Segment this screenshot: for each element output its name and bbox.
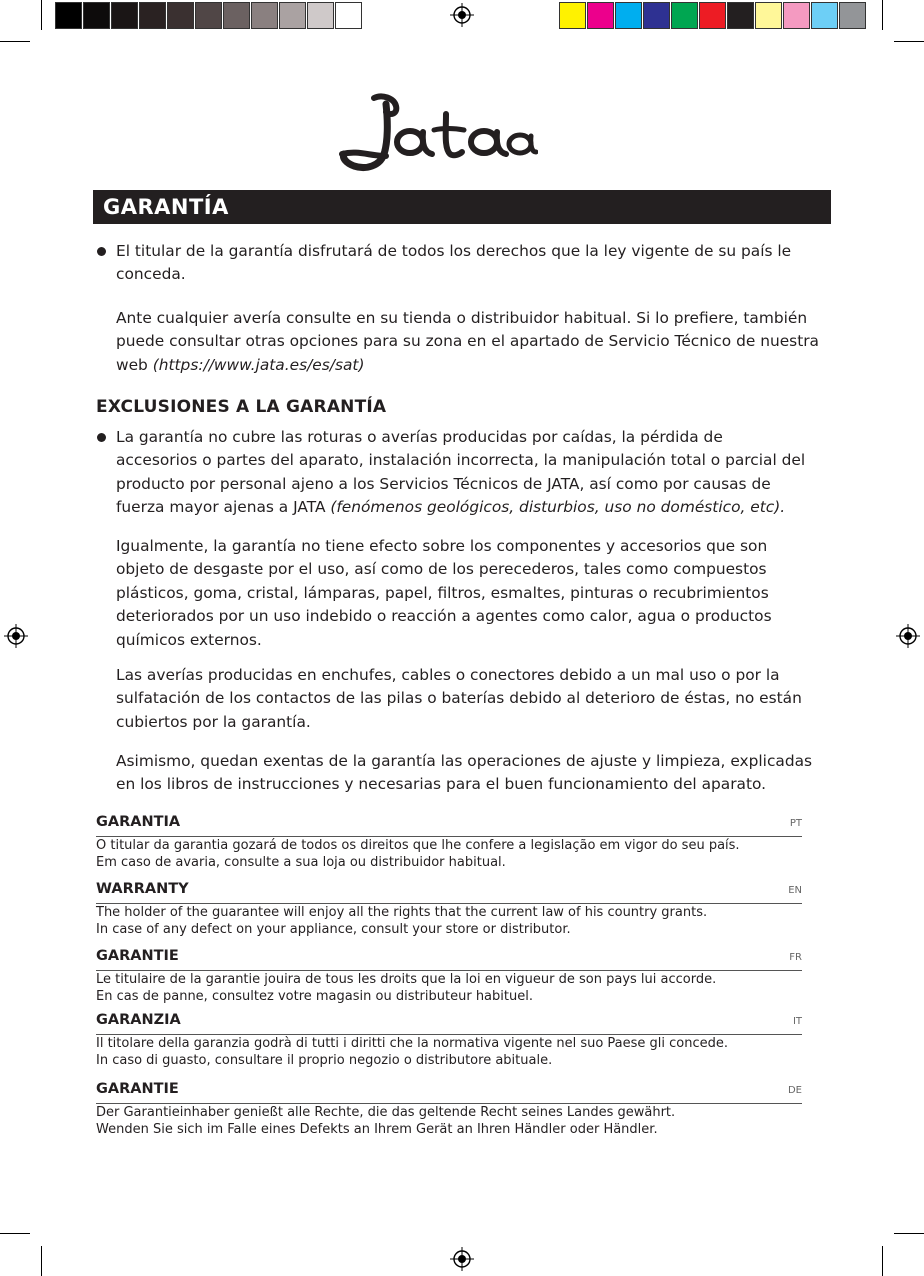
- text-line: en los libros de instrucciones y necesarias para el buen funcionamiento del aparato.: [116, 775, 767, 794]
- color-swatch: [559, 2, 586, 29]
- text-line-prefix: fuerza mayor ajenas a JATA: [116, 498, 331, 517]
- color-swatch: [251, 2, 278, 29]
- color-swatch: [55, 2, 82, 29]
- section-header-pt: [96, 814, 802, 837]
- section-title-en: WARRANTY: [96, 881, 189, 897]
- text-line: The holder of the guarantee will enjoy all the rights that the current law of his country grants.: [96, 905, 708, 920]
- text-line: deteriorados por un uso indebido o reacción a agentes como calor, agua o productos: [116, 607, 772, 626]
- color-swatch: [587, 2, 614, 29]
- crop-mark: [0, 1233, 30, 1234]
- color-swatch: [223, 2, 250, 29]
- crop-mark: [894, 41, 924, 42]
- text-line: objeto de desgaste por el uso, así como de los perecederos, tales como compuestos: [116, 560, 767, 579]
- text-line: plásticos, goma, cristal, lámparas, papel, filtros, esmaltes, pinturas o recubrimientos: [116, 583, 769, 602]
- bullet-icon: [97, 247, 106, 256]
- text-line: O titular da garantia gozará de todos os direitos que lhe confere a legislação em vigor do seu país.: [96, 838, 740, 853]
- language-code-en: EN: [788, 885, 802, 896]
- section-header-de: [96, 1081, 802, 1104]
- section-header-it: [96, 1012, 802, 1035]
- text-line: En cas de panne, consultez votre magasin ou distributeur habituel.: [96, 988, 533, 1004]
- color-swatch: [783, 2, 810, 29]
- text-line: accesorios o partes del aparato, instalación incorrecta, la manipulación total o parcial del: [116, 451, 806, 470]
- text-line: Der Garantieinhaber genießt alle Rechte, die das geltende Recht seines Landes gewährt.: [96, 1105, 676, 1120]
- crop-mark: [41, 0, 42, 30]
- color-swatch: [755, 2, 782, 29]
- registration-mark-icon: [896, 624, 920, 648]
- section-header-fr: [96, 948, 802, 971]
- text-line: producto por personal ajeno a los Servicios Técnicos de JATA, así como por causas de: [116, 474, 771, 493]
- language-code-fr: FR: [789, 952, 802, 963]
- crop-mark: [882, 1246, 883, 1276]
- color-swatch: [83, 2, 110, 29]
- color-swatch: [307, 2, 334, 29]
- color-swatch: [615, 2, 642, 29]
- text-line: químicos externos.: [116, 630, 262, 649]
- color-swatch: [279, 2, 306, 29]
- text-line: [116, 496, 828, 519]
- text-line: Wenden Sie sich im Falle eines Defekts an Ihrem Gerät an Ihren Händler oder Händler.: [96, 1121, 658, 1137]
- exclusions-paragraph-3: [116, 664, 828, 734]
- color-swatch: [839, 2, 866, 29]
- section-title-fr: GARANTIE: [96, 948, 179, 964]
- exclusions-paragraph-4: [116, 750, 828, 797]
- sat-link[interactable]: (https://www.jata.es/es/sat): [152, 355, 365, 374]
- color-swatch: [111, 2, 138, 29]
- color-swatch: [167, 2, 194, 29]
- text-italic: (fenómenos geológicos, disturbios, uso no doméstico, etc).: [330, 498, 786, 517]
- text-line: puede consultar otras opciones para su zona en el apartado de Servicio Técnico de nuestra: [116, 332, 819, 351]
- exclusions-heading: EXCLUSIONES A LA GARANTÍA: [96, 397, 387, 417]
- intro-paragraph: [116, 240, 828, 287]
- color-swatch: [699, 2, 726, 29]
- section-body-fr: [96, 972, 816, 1005]
- text-line: [116, 354, 828, 377]
- text-line: El titular de la garantía disfrutará de todos los derechos que la ley vigente de su país le: [116, 242, 792, 260]
- text-line: In caso di guasto, consultare il proprio negozio o distributore abituale.: [96, 1052, 553, 1068]
- color-swatch: [727, 2, 754, 29]
- section-title-de: GARANTIE: [96, 1081, 179, 1097]
- registration-mark-icon: [450, 1247, 474, 1271]
- color-swatch: [335, 2, 362, 29]
- exclusions-paragraph-1: [116, 426, 828, 520]
- text-line: Il titolare della garanzia godrà di tutti i diritti che la normativa vigente nel suo Paese gli concede.: [96, 1036, 729, 1051]
- jata-logo: [338, 92, 538, 174]
- exclusions-paragraph-2: [116, 535, 828, 652]
- crop-mark: [41, 1246, 42, 1276]
- grayscale-color-bar: [55, 2, 363, 29]
- text-line: conceda.: [116, 265, 186, 284]
- section-body-en: [96, 905, 816, 938]
- registration-mark-icon: [450, 3, 474, 27]
- page-title: GARANTÍA: [93, 190, 831, 224]
- section-title-it: GARANZIA: [96, 1012, 181, 1028]
- text-line: sulfatación de los contactos de las pilas o baterías debido al deterioro de éstas, no están: [116, 689, 802, 708]
- crop-mark: [882, 0, 883, 30]
- color-swatch: [195, 2, 222, 29]
- section-body-it: [96, 1036, 816, 1069]
- section-body-pt: [96, 838, 816, 871]
- language-code-de: DE: [787, 1085, 802, 1096]
- intro-service-paragraph: [116, 307, 828, 377]
- crop-mark: [894, 1233, 924, 1234]
- color-swatch: [671, 2, 698, 29]
- section-header-en: [96, 881, 802, 904]
- section-body-de: [96, 1105, 816, 1138]
- text-line: Las averías producidas en enchufes, cables o conectores debido a un mal uso o por la: [116, 666, 780, 684]
- text-line: Le titulaire de la garantie jouira de tous les droits que la loi en vigueur de son pays lui accorde.: [96, 972, 717, 987]
- text-line: Em caso de avaria, consulte a sua loja ou distribuidor habitual.: [96, 854, 506, 870]
- text-line: cubiertos por la garantía.: [116, 712, 311, 731]
- text-line: In case of any defect on your appliance, consult your store or distributor.: [96, 921, 571, 937]
- text-line: La garantía no cubre las roturas o averías producidas por caídas, la pérdida de: [116, 428, 723, 446]
- color-swatch: [811, 2, 838, 29]
- text-line-prefix: web: [116, 355, 153, 374]
- color-swatch: [139, 2, 166, 29]
- process-color-bar: [559, 2, 867, 29]
- bullet-icon: [97, 433, 106, 442]
- language-code-it: IT: [792, 1016, 802, 1027]
- text-line: Igualmente, la garantía no tiene efecto sobre los componentes y accesorios que son: [116, 537, 768, 555]
- section-title-pt: GARANTIA: [96, 814, 181, 830]
- color-swatch: [643, 2, 670, 29]
- text-line: Ante cualquier avería consulte en su tienda o distribuidor habitual. Si lo prefiere, también: [116, 309, 808, 327]
- language-code-pt: PT: [789, 818, 802, 829]
- registration-mark-icon: [4, 624, 28, 648]
- text-line: Asimismo, quedan exentas de la garantía las operaciones de ajuste y limpieza, explicadas: [116, 752, 813, 770]
- crop-mark: [0, 41, 30, 42]
